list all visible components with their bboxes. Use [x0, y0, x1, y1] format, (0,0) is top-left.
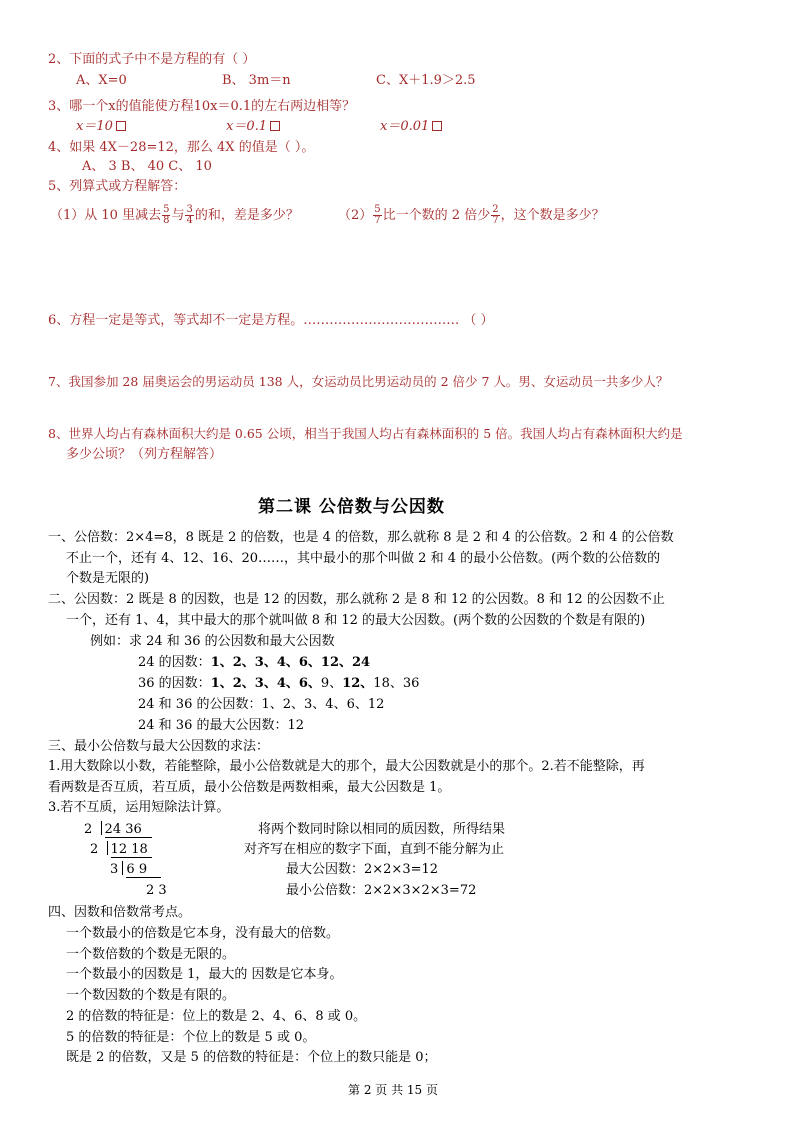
question-5-part-1: （1）从 10 里减去 $\frac{5}{8}$ 与 $\frac{3}{4}$ 的和，差是多少？ [50, 204, 299, 226]
common-factors: 24 和 36 的公因数：1、2、3、4、6、12 [138, 697, 385, 712]
question-2-stem: 2、下面的式子中不是方程的有（ ） [48, 52, 256, 67]
section-3-title: 三、最小公倍数与最大公因数的求法： [48, 739, 270, 754]
factors-of-36: 36 的因数：1、2、3、4、6、9、12、18、36 [138, 676, 420, 691]
fraction-2-7: $\frac{2}{7}$ [492, 204, 499, 226]
page-footer: 第 2 页 共 15 页 [348, 1083, 438, 1097]
question-5-part-2: （2） $\frac{5}{7}$ 比一个数的 2 倍少 $\frac{2}{7}$ ，这个数是多少？ [338, 204, 605, 226]
factors-of-24: 24 的因数：1、2、3、4、6、12、24 [138, 655, 371, 670]
section-4-item: 一个数因数的个数是有限的。 [66, 988, 236, 1003]
question-3-option-2: x＝0.1 [226, 118, 280, 135]
question-3-option-1: x＝10 [76, 118, 126, 135]
section-3-line-3: 3.若不互质，运用短除法计算。 [48, 800, 230, 815]
short-division-row-4: 2 3 [146, 883, 167, 898]
section-4-item: 2 的倍数的特征是：位上的数是 2、4、6、8 或 0。 [66, 1009, 367, 1024]
section-1-line-3: 个数是无限的) [66, 571, 150, 586]
short-division-note-4: 最小公倍数：2×2×3×2×3=72 [286, 883, 477, 898]
question-5-stem: 5、列算式或方程解答： [48, 179, 187, 194]
question-8-line-1: 8、世界人均占有森林面积大约是 0.65 公顷，相当于我国人均占有森林面积的 5 倍。我国人均占有森林面积大约是 [48, 426, 683, 441]
fraction-5-7: $\frac{5}{7}$ [374, 204, 381, 226]
fraction-3-4: $\frac{3}{4}$ [186, 204, 193, 226]
question-4-stem: 4、如果 4X－28=12，那么 4X 的值是（ ）。 [48, 140, 315, 155]
section-4-item: 一个数倍数的个数是无限的。 [66, 947, 236, 962]
short-division-note-2: 对齐写在相应的数字下面，直到不能分解为止 [244, 842, 505, 857]
short-division-note-3: 最大公因数：2×2×3=12 [286, 862, 439, 877]
question-2-option-b: B、 3m＝n [222, 73, 291, 88]
section-1-line-2: 不止一个，还有 4、12、16、20……，其中最小的那个叫做 2 和 4 的最小公倍数。(两个数的公倍数的 [66, 551, 661, 566]
section-2-example: 例如：求 24 和 36 的公因数和最大公因数 [90, 634, 335, 649]
section-3-line-1: 1.用大数除以小数，若能整除，最小公倍数就是大的那个，最大公因数就是小的那个。2.若不能整除，再 [48, 759, 645, 774]
question-2-option-c: C、X＋1.9＞2.5 [376, 73, 476, 88]
section-4-title: 四、因数和倍数常考点。 [48, 905, 192, 920]
question-7: 7、我国参加 28 届奥运会的男运动员 138 人，女运动员比男运动员的 2 倍少 7 人。男、女运动员一共多少人？ [48, 374, 669, 389]
lesson-title: 第二课 公倍数与公因数 [258, 497, 445, 517]
question-6: 6、方程一定是等式，等式却不一定是方程。……………………………… （ ） [48, 313, 494, 328]
greatest-common-factor: 24 和 36 的最大公因数：12 [138, 718, 305, 733]
checkbox-icon [270, 121, 280, 131]
section-4-item: 既是 2 的倍数，又是 5 的倍数的特征是：个位上的数只能是 0； [66, 1050, 437, 1065]
question-4-options: A、 3 B、 40 C、 10 [82, 159, 212, 174]
checkbox-icon [116, 121, 126, 131]
question-2-option-a: A、X=0 [76, 73, 127, 88]
short-division-note-1: 将两个数同时除以相同的质因数，所得结果 [258, 822, 506, 837]
section-2-line-2: 一个，还有 1、4，其中最大的那个就叫做 8 和 12 的最大公因数。(两个数的公因数的个数是有限的) [66, 613, 646, 628]
section-4-item: 一个数最小的因数是 1，最大的 因数是它本身。 [66, 967, 343, 982]
question-8-line-2: 多少公顷？（列方程解答） [66, 447, 223, 462]
section-2-line-1: 二、公因数：2 既是 8 的因数，也是 12 的因数，那么就称 2 是 8 和 12 的公因数。8 和 12 的公因数不止 [48, 592, 665, 607]
section-1-line-1: 一、公倍数：2×4=8，8 既是 2 的倍数，也是 4 的倍数，那么就称 8 是 2 和 4 的公倍数。2 和 4 的公倍数 [48, 530, 674, 545]
question-3-option-3: x＝0.01 [380, 118, 442, 135]
short-division-row-3: 3 6 9 [110, 861, 161, 878]
section-4-item: 5 的倍数的特征是：个位上的数是 5 或 0。 [66, 1030, 316, 1045]
question-3-stem: 3、哪一个x的值能使方程10x＝0.1的左右两边相等？ [48, 99, 356, 114]
section-3-line-2: 看两数是否互质，若互质，最小公倍数是两数相乘，最大公因数是 1。 [48, 780, 451, 795]
short-division-row-2: 2 12 18 [90, 841, 152, 858]
section-4-item: 一个数最小的倍数是它本身，没有最大的倍数。 [66, 926, 340, 941]
checkbox-icon [432, 121, 442, 131]
fraction-5-8: $\frac{5}{8}$ [163, 204, 170, 226]
short-division-row-1: 2 24 36 [84, 821, 152, 838]
